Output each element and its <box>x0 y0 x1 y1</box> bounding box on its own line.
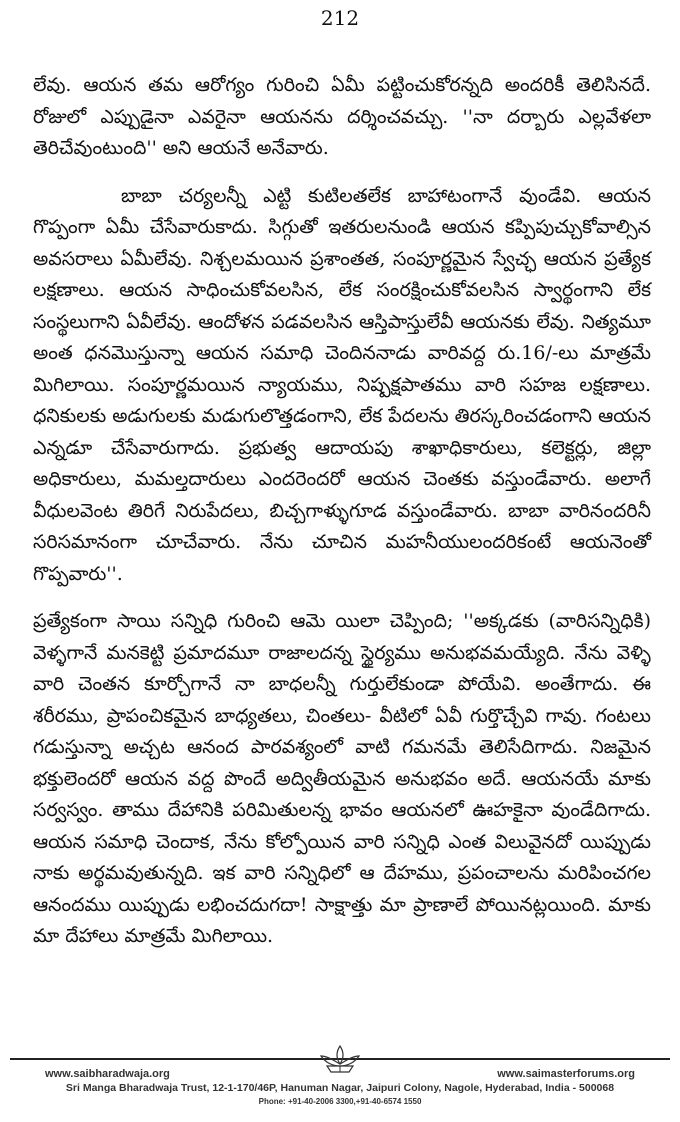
page-number: 212 <box>320 6 360 30</box>
lotus-emblem-icon <box>305 1042 375 1076</box>
footer-address: Sri Manga Bharadwaja Trust, 12-1-170/46P, Hanuman Nagar, Jaipuri Colony, Nagole, Hyderabad, India - 500068 <box>65 1082 615 1094</box>
page-footer <box>0 1050 680 1122</box>
paragraph-2: బాబా చర్యలన్నీ ఎట్టి కుటిలతలేక బాహాటంగానే వుండేవి. ఆయన గొప్పంగా ఏమీ చేసేవారుకాదు. సిగ్గుతో ఇతరులనుండి ఆయన కప్పిపుచ్చుకోవాల్సిన అవసరాలు ఏమీలేవు. నిశ్చలమయిన ప్రశాంతత, సంపూర్ణమైన స్వేచ్ఛ ఆయన ప్రత్యేక లక్షణాలు. ఆయన సాధించుకోవలసిన, లేక సంరక్షించుకోవలసిన స్వార్థంగాని లేక సంస్థలుగాని ఏవీలేవు. ఆందోళన పడవలసిన ఆస్తిపాస్తులేవీ ఆయనకు లేవు. నిత్యమూ అంత ధనమొస్తున్నా ఆయన సమాధి చెందిననాడు వారివద్ద రు.16/-లు మాత్రమే మిగిలాయి. సంపూర్ణమయిన న్యాయము, నిష్పక్షపాతము వారి సహజ లక్షణాలు. ధనికులకు అడుగులకు మడుగులొత్తడంగాని, లేక పేదలను తిరస్కరించడంగాని ఆయన ఎన్నడూ చేసేవారుగాదు. ప్రభుత్వ ఆదాయపు శాఖాధికారులు, కలెక్టర్లు, జిల్లా అధికారులు, మమల్తదారులు ఎందరెందరో ఆయన చెంతకు వస్తుండేవారు. అలాగే వీధులవెంట తిరిగే నిరుపేదలు, బిచ్చగాళ్ళుగూడ వస్తుండేవారు. బాబా వారినందరినీ సరిసమానంగా చూచేవారు. నేను చూచిన మహనీయులందరికంటే ఆయనెంతో గొప్పవారు''. <box>33 184 651 585</box>
paragraph-1: లేవు. ఆయన తమ ఆరోగ్యం గురించి ఏమీ పట్టించుకోరన్నది అందరికీ తెలిసినదే. రోజులో ఎప్పుడైనా ఎవరైనా ఆయనను దర్శించవచ్చు. ''నా దర్బారు ఎల్లవేళలా తెరిచేవుంటుంది'' అని ఆయనే అనేవారు. <box>33 74 651 159</box>
footer-right-url[interactable]: www.saimasterforums.org <box>497 1068 635 1080</box>
footer-left-url[interactable]: www.saibharadwaja.org <box>45 1068 170 1080</box>
footer-phone: Phone: +91-40-2006 3300,+91-40-6574 1550 <box>258 1097 422 1106</box>
paragraph-3: ప్రత్యేకంగా సాయి సన్నిధి గురించి ఆమె యిలా చెప్పింది; ''అక్కడకు (వారిసన్నిధికి) వెళ్ళగానే మనకెట్టి ప్రమాదమూ రాజాలదన్న స్థైర్యము అనుభవమయ్యేది. నేను వెళ్ళి వారి చెంతన కూర్చోగానే నా బాధలన్నీ గుర్తులేకుండా పోయేవి. అంతేగాదు. ఈ శరీరము, ప్రాపంచికమైన బాధ్యతలు, చింతలు- వీటిలో ఏవీ గుర్తొచ్చేవి గావు. గంటలు గడుస్తున్నా అచ్చట ఆనంద పారవశ్యంలో వాటి గమనమే తెలిసేదిగాదు. నిజమైన భక్తులెందరో ఆయన వద్ద పొందే అద్వితీయమైన అనుభవం అదే. ఆయనయే మాకు సర్వస్వం. తాము దేహానికి పరిమితులన్న భావం ఆయనలో ఊహకైనా వుండేదిగాదు. ఆయన సమాధి చెందాక, నేను కోల్పోయిన వారి సన్నిధి ఎంత విలువైనదో యిప్పుడు నాకు అర్థమవుతున్నది. ఇక వారి సన్నిధిలో ఆ దేహము, ప్రపంచాలను మరిపించగల ఆనందము యిప్పుడు లభించదుగదా! సాక్షాత్తు మా ప్రాణాలే పోయినట్లయింది. మాకు మా దేహాలు మాత్రమే మిగిలాయి. <box>33 610 651 947</box>
body-text <box>33 70 651 953</box>
